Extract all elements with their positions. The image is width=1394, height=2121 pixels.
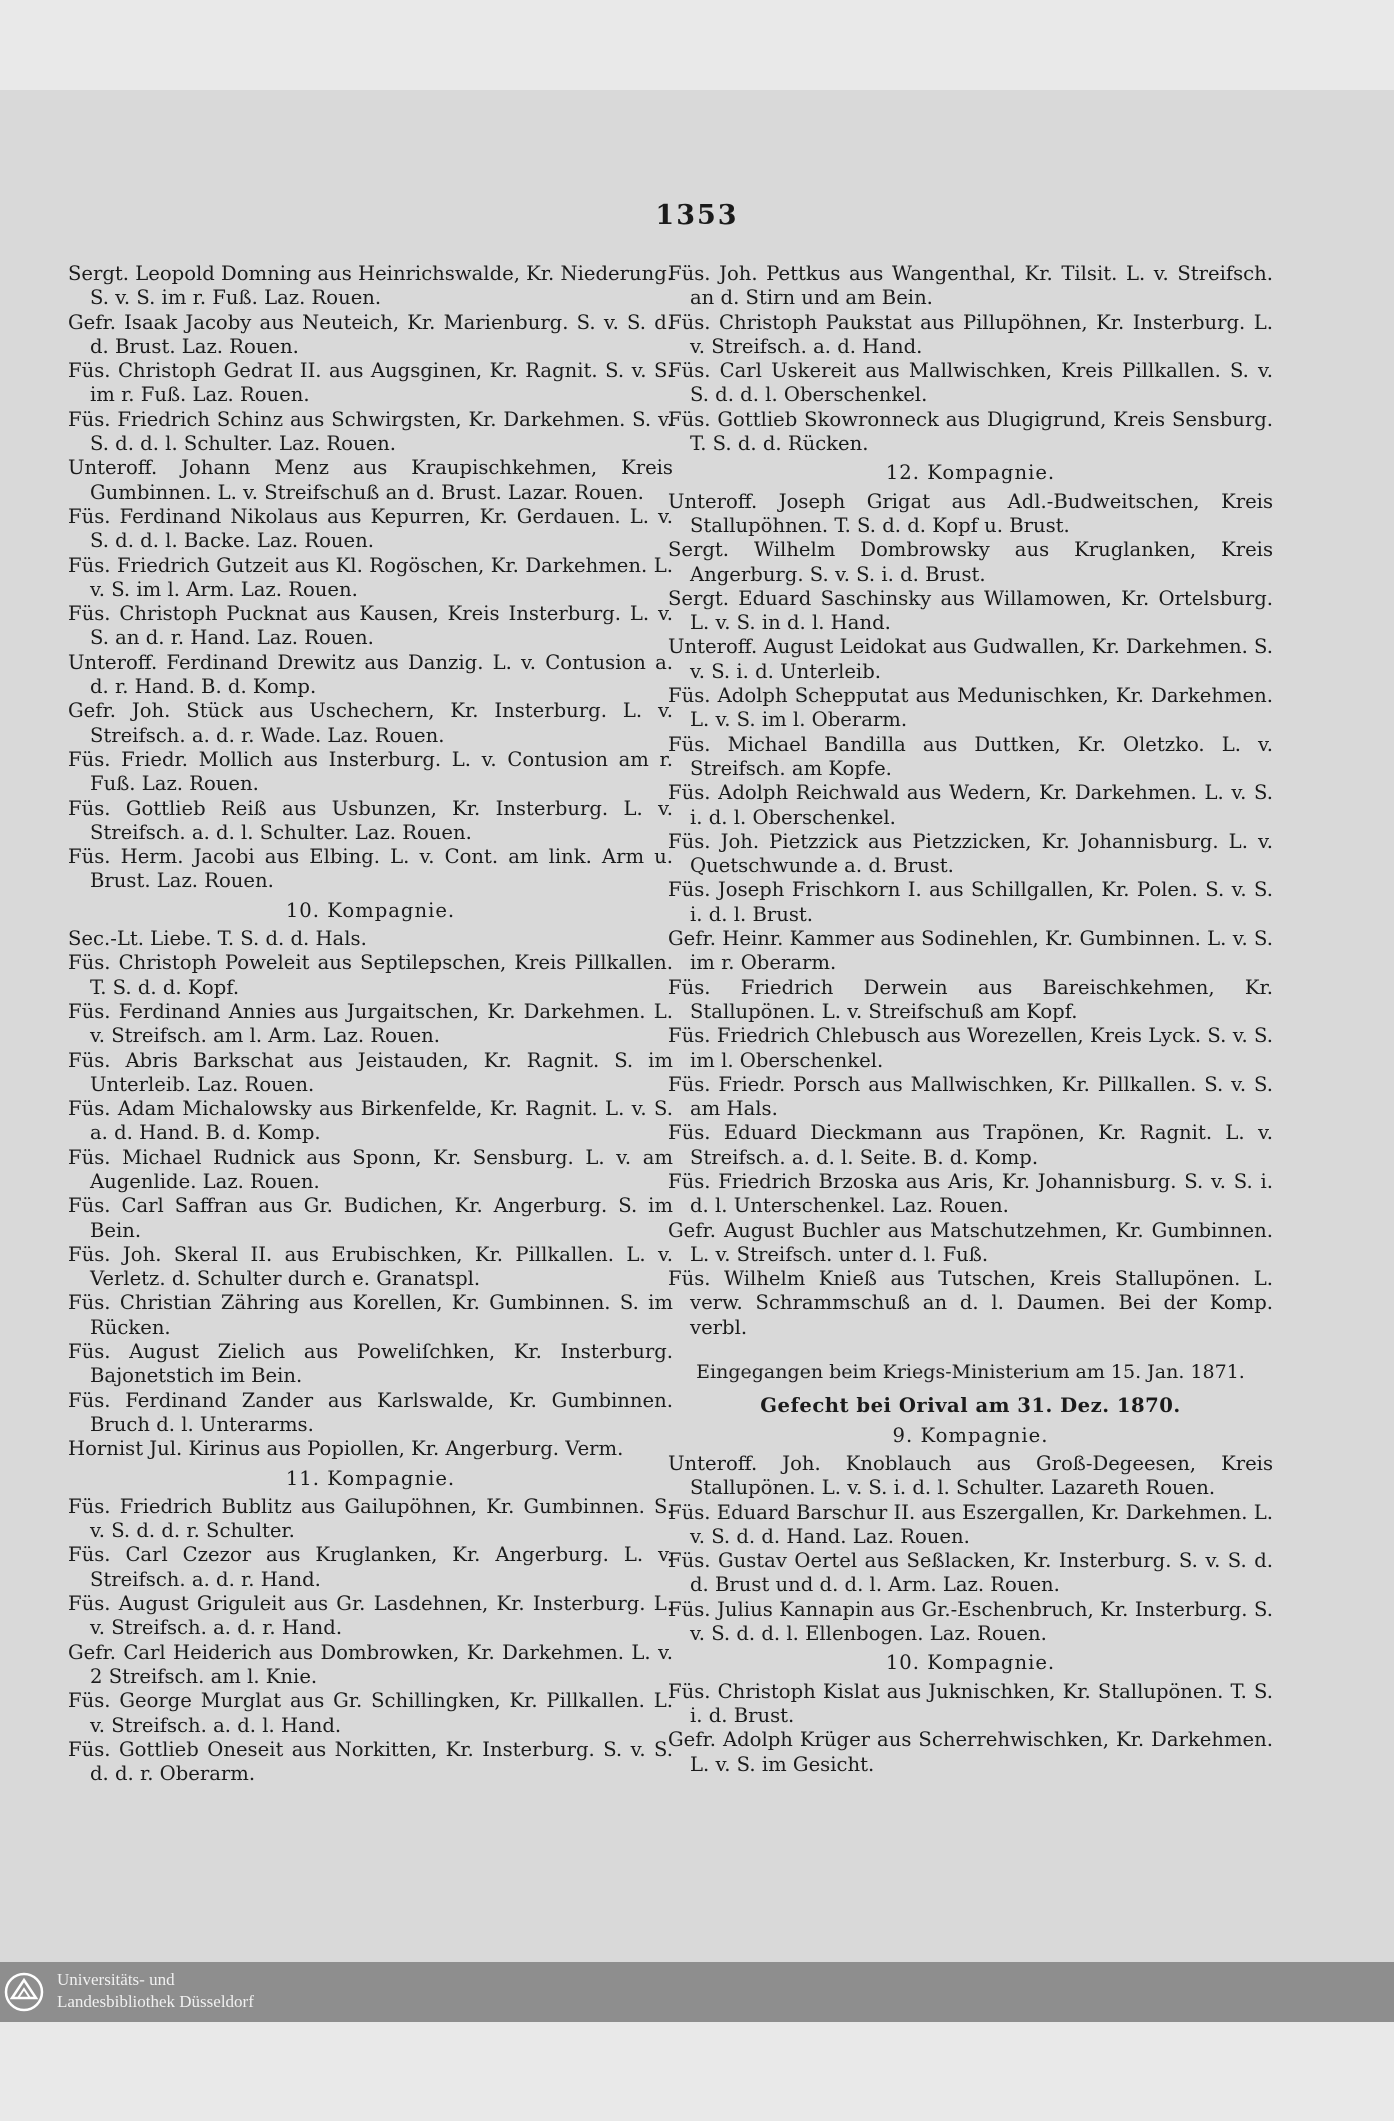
casualty-entry: Füs. George Murglat aus Gr. Schillingken, Kr. Pillkallen. L. v. Streifsch. a. d. l. Hand.: [68, 1689, 673, 1737]
entries-right-a: [668, 262, 1273, 456]
casualty-entry: Gefr. Joh. Stück aus Uschechern, Kr. Insterburg. L. v. Streifsch. a. d. r. Wade. Laz. Rouen.: [68, 699, 673, 747]
casualty-entry: Füs. Gustav Oertel aus Seßlacken, Kr. Insterburg. S. v. S. d. d. Brust und d. d. l. Arm. Laz. Rouen.: [668, 1549, 1273, 1597]
casualty-entry: Füs. Christoph Kislat aus Juknischken, Kr. Stallupönen. T. S. i. d. Brust.: [668, 1679, 1273, 1727]
casualty-entry: Gefr. Isaak Jacoby aus Neuteich, Kr. Marienburg. S. v. S. d. d. Brust. Laz. Rouen.: [68, 310, 673, 358]
library-footer: [0, 1962, 1394, 2022]
casualty-entry: Füs. Eduard Dieckmann aus Trapönen, Kr. Ragnit. L. v. Streifsch. a. d. l. Seite. B. d. Komp.: [668, 1121, 1273, 1169]
casualty-entry: Gefr. August Buchler aus Matschutzehmen, Kr. Gumbinnen. L. v. Streifsch. unter d. l. Fuß.: [668, 1218, 1273, 1266]
casualty-entry: Unteroff. Ferdinand Drewitz aus Danzig. L. v. Contusion a. d. r. Hand. B. d. Komp.: [68, 650, 673, 699]
entries-right-c: [668, 1452, 1273, 1646]
page-number: 1353: [655, 200, 739, 231]
casualty-entry: Füs. Ferdinand Nikolaus aus Kepurren, Kr. Gerdauen. L. v. S. d. d. l. Backe. Laz. Rouen.: [68, 504, 673, 553]
entries-right-b: [668, 490, 1273, 1340]
casualty-entry: Gefr. Heinr. Kammer aus Sodinehlen, Kr. Gumbinnen. L. v. S. im r. Oberarm.: [668, 927, 1273, 975]
casualty-entry: Füs. Herm. Jacobi aus Elbing. L. v. Cont. am link. Arm u. Brust. Laz. Rouen.: [68, 845, 673, 893]
casualty-entry: Füs. Adolph Schepputat aus Medunischken, Kr. Darkehmen. L. v. S. im l. Oberarm.: [668, 684, 1273, 732]
casualty-entry: Füs. Gottlieb Oneseit aus Norkitten, Kr. Insterburg. S. v. S. d. d. r. Oberarm.: [68, 1737, 673, 1786]
heading-10-kompagnie: 10. Kompagnie.: [285, 898, 456, 922]
casualty-entry: Füs. Friedrich Brzoska aus Aris, Kr. Johannisburg. S. v. S. i. d. l. Unterschenkel. Laz. Rouen.: [668, 1169, 1273, 1218]
casualty-entry: Füs. Friedr. Porsch aus Mallwischken, Kr. Pillkallen. S. v. S. am Hals.: [668, 1072, 1273, 1121]
casualty-entry: Gefr. Carl Heiderich aus Dombrowken, Kr. Darkehmen. L. v. 2 Streifsch. am l. Knie.: [68, 1640, 673, 1688]
heading-10b-kompagnie: 10. Kompagnie.: [885, 1651, 1056, 1675]
casualty-entry: Füs. Ferdinand Zander aus Karlswalde, Kr. Gumbinnen. Bruch d. l. Unterarms.: [68, 1388, 673, 1436]
casualty-entry: Sergt. Eduard Saschinsky aus Willamowen, Kr. Ortelsburg. L. v. S. in d. l. Hand.: [668, 586, 1273, 635]
casualty-entry: Unteroff. Joh. Knoblauch aus Groß-Degeesen, Kreis Stallupönen. L. v. S. i. d. l. Schulter. Lazareth Rouen.: [668, 1451, 1273, 1500]
casualty-entry: Unteroff. Johann Menz aus Kraupischkehmen, Kreis Gumbinnen. L. v. Streifschuß an d. Brust. Lazar. Rouen.: [68, 456, 673, 504]
casualty-entry: Unteroff. August Leidokat aus Gudwallen, Kr. Darkehmen. S. v. S. i. d. Unterleib.: [668, 635, 1273, 683]
casualty-entry: Füs. Joh. Pettkus aus Wangenthal, Kr. Tilsit. L. v. Streifsch. an d. Stirn und am Bein.: [668, 262, 1273, 310]
casualty-entry: Hornist Jul. Kirinus aus Popiollen, Kr. Angerburg. Verm.: [68, 1437, 624, 1461]
casualty-entry: Füs. Wilhelm Knieß aus Tutschen, Kreis Stallupönen. L. verw. Schrammschuß an d. l. Daumen. Bei der Komp. verbl.: [668, 1267, 1273, 1339]
casualty-entry: Füs. Julius Kannapin aus Gr.-Eschenbruch, Kr. Insterburg. S. v. S. d. d. l. Ellenbogen. Laz. Rouen.: [668, 1597, 1273, 1646]
casualty-entry: Füs. Friedrich Gutzeit aus Kl. Rogöschen, Kr. Darkehmen. L. v. S. im l. Arm. Laz. Rouen.: [68, 553, 673, 601]
casualty-entry: Füs. Christoph Pucknat aus Kausen, Kreis Insterburg. L. v. S. an d. r. Hand. Laz. Rouen.: [68, 602, 673, 650]
battle-title: Gefecht bei Orival am 31. Dez. 1870.: [760, 1394, 1181, 1418]
casualty-entry: Füs. August Zielich aus Poweliſchken, Kr. Insterburg. Bajonetstich im Bein.: [68, 1340, 673, 1388]
casualty-entry: Füs. August Griguleit aus Gr. Lasdehnen, Kr. Insterburg. L. v. Streifsch. a. d. r. Hand.: [68, 1592, 673, 1640]
casualty-entry: Füs. Christoph Gedrat II. aus Augsginen, Kr. Ragnit. S. v. S. im r. Fuß. Laz. Rouen.: [68, 359, 673, 407]
casualty-entry: Füs. Christoph Poweleit aus Septilepschen, Kreis Pillkallen. T. S. d. d. Kopf.: [68, 951, 673, 999]
casualty-entry: Unteroff. Joseph Grigat aus Adl.-Budweitschen, Kreis Stallupöhnen. T. S. d. d. Kopf u. Brust.: [668, 489, 1273, 537]
casualty-entry: Füs. Ferdinand Annies aus Jurgaitschen, Kr. Darkehmen. L. v. Streifsch. am l. Arm. Laz. Rouen.: [68, 999, 673, 1048]
casualty-entry: Füs. Christian Zähring aus Korellen, Kr. Gumbinnen. S. im Rücken.: [68, 1291, 673, 1339]
casualty-entry: Sec.-Lt. Liebe. T. S. d. d. Hals.: [68, 927, 367, 951]
casualty-entry: Füs. Carl Saffran aus Gr. Budichen, Kr. Angerburg. S. im Bein.: [68, 1194, 673, 1242]
heading-9-kompagnie: 9. Kompagnie.: [892, 1423, 1049, 1447]
entries-left-b: [68, 927, 673, 1462]
casualty-entry: Füs. Joh. Pietzzick aus Pietzzicken, Kr. Johannisburg. L. v. Quetschwunde a. d. Brust.: [668, 829, 1273, 878]
heading-12-kompagnie: 12. Kompagnie.: [885, 461, 1056, 485]
left-column: [68, 262, 673, 1786]
casualty-entry: Füs. Adam Michalowsky aus Birkenfelde, Kr. Ragnit. L. v. S. a. d. Hand. B. d. Komp.: [68, 1097, 673, 1145]
heading-11-kompagnie: 11. Kompagnie.: [285, 1466, 456, 1490]
casualty-entry: Füs. Eduard Barschur II. aus Eszergallen, Kr. Darkehmen. L. v. S. d. d. Hand. Laz. Rouen.: [668, 1500, 1273, 1548]
casualty-entry: Füs. Carl Uskereit aus Mallwischken, Kreis Pillkallen. S. v. S. d. d. l. Oberschenkel.: [668, 359, 1273, 407]
casualty-entry: Füs. Friedrich Derwein aus Bareischkehmen, Kr. Stallupönen. L. v. Streifschuß am Kopf.: [668, 975, 1273, 1023]
casualty-entry: Sergt. Leopold Domning aus Heinrichswalde, Kr. Niederung. S. v. S. im r. Fuß. Laz. Rouen.: [68, 262, 673, 310]
casualty-entry: Füs. Joh. Skeral II. aus Erubischken, Kr. Pillkallen. L. v. Verletz. d. Schulter durch e. Granatspl.: [68, 1242, 673, 1291]
entries-left-a: [68, 262, 673, 894]
entries-left-c: [68, 1495, 673, 1787]
casualty-entry: Füs. Gottlieb Skowronneck aus Dlugigrund, Kreis Sensburg. T. S. d. d. Rücken.: [668, 407, 1273, 456]
library-name-line2: Landesbibliothek Düsseldorf: [57, 1992, 254, 2011]
library-name-line1: Universitäts- und: [57, 1970, 175, 1989]
casualty-entry: Füs. Joseph Frischkorn I. aus Schillgallen, Kr. Polen. S. v. S. i. d. l. Brust.: [668, 878, 1273, 926]
casualty-entry: Füs. Michael Rudnick aus Sponn, Kr. Sensburg. L. v. am Augenlide. Laz. Rouen.: [68, 1145, 673, 1193]
casualty-entry: Gefr. Adolph Krüger aus Scherrehwischken, Kr. Darkehmen. L. v. S. im Gesicht.: [668, 1728, 1273, 1776]
ministry-notice: Eingegangen beim Kriegs-Ministerium am 15. Jan. 1871.: [696, 1361, 1245, 1384]
library-logo-icon: [4, 1972, 44, 2012]
right-column: [668, 262, 1273, 1777]
library-name: [57, 1969, 254, 2013]
casualty-entry: Füs. Carl Czezor aus Kruglanken, Kr. Angerburg. L. v. Streifsch. a. d. r. Hand.: [68, 1543, 673, 1591]
casualty-entry: Füs. Friedrich Schinz aus Schwirgsten, Kr. Darkehmen. S. v. S. d. d. l. Schulter. Laz. Rouen.: [68, 407, 673, 456]
casualty-entry: Füs. Christoph Paukstat aus Pillupöhnen, Kr. Insterburg. L. v. Streifsch. a. d. Hand.: [668, 310, 1273, 358]
entries-right-d: [668, 1680, 1273, 1777]
casualty-entry: Füs. Friedrich Chlebusch aus Worezellen, Kreis Lyck. S. v. S. im l. Oberschenkel.: [668, 1024, 1273, 1072]
casualty-entry: Sergt. Wilhelm Dombrowsky aus Kruglanken, Kreis Angerburg. S. v. S. i. d. Brust.: [668, 538, 1273, 586]
casualty-entry: Füs. Abris Barkschat aus Jeistauden, Kr. Ragnit. S. im Unterleib. Laz. Rouen.: [68, 1048, 673, 1096]
casualty-entry: Füs. Friedrich Bublitz aus Gailupöhnen, Kr. Gumbinnen. S. v. S. d. d. r. Schulter.: [68, 1494, 673, 1543]
casualty-entry: Füs. Gottlieb Reiß aus Usbunzen, Kr. Insterburg. L. v. Streifsch. a. d. l. Schulter. Laz. Rouen.: [68, 796, 673, 844]
casualty-entry: Füs. Michael Bandilla aus Duttken, Kr. Oletzko. L. v. Streifsch. am Kopfe.: [668, 732, 1273, 780]
casualty-entry: Füs. Friedr. Mollich aus Insterburg. L. v. Contusion am r. Fuß. Laz. Rouen.: [68, 747, 673, 796]
casualty-entry: Füs. Adolph Reichwald aus Wedern, Kr. Darkehmen. L. v. S. i. d. l. Oberschenkel.: [668, 781, 1273, 829]
